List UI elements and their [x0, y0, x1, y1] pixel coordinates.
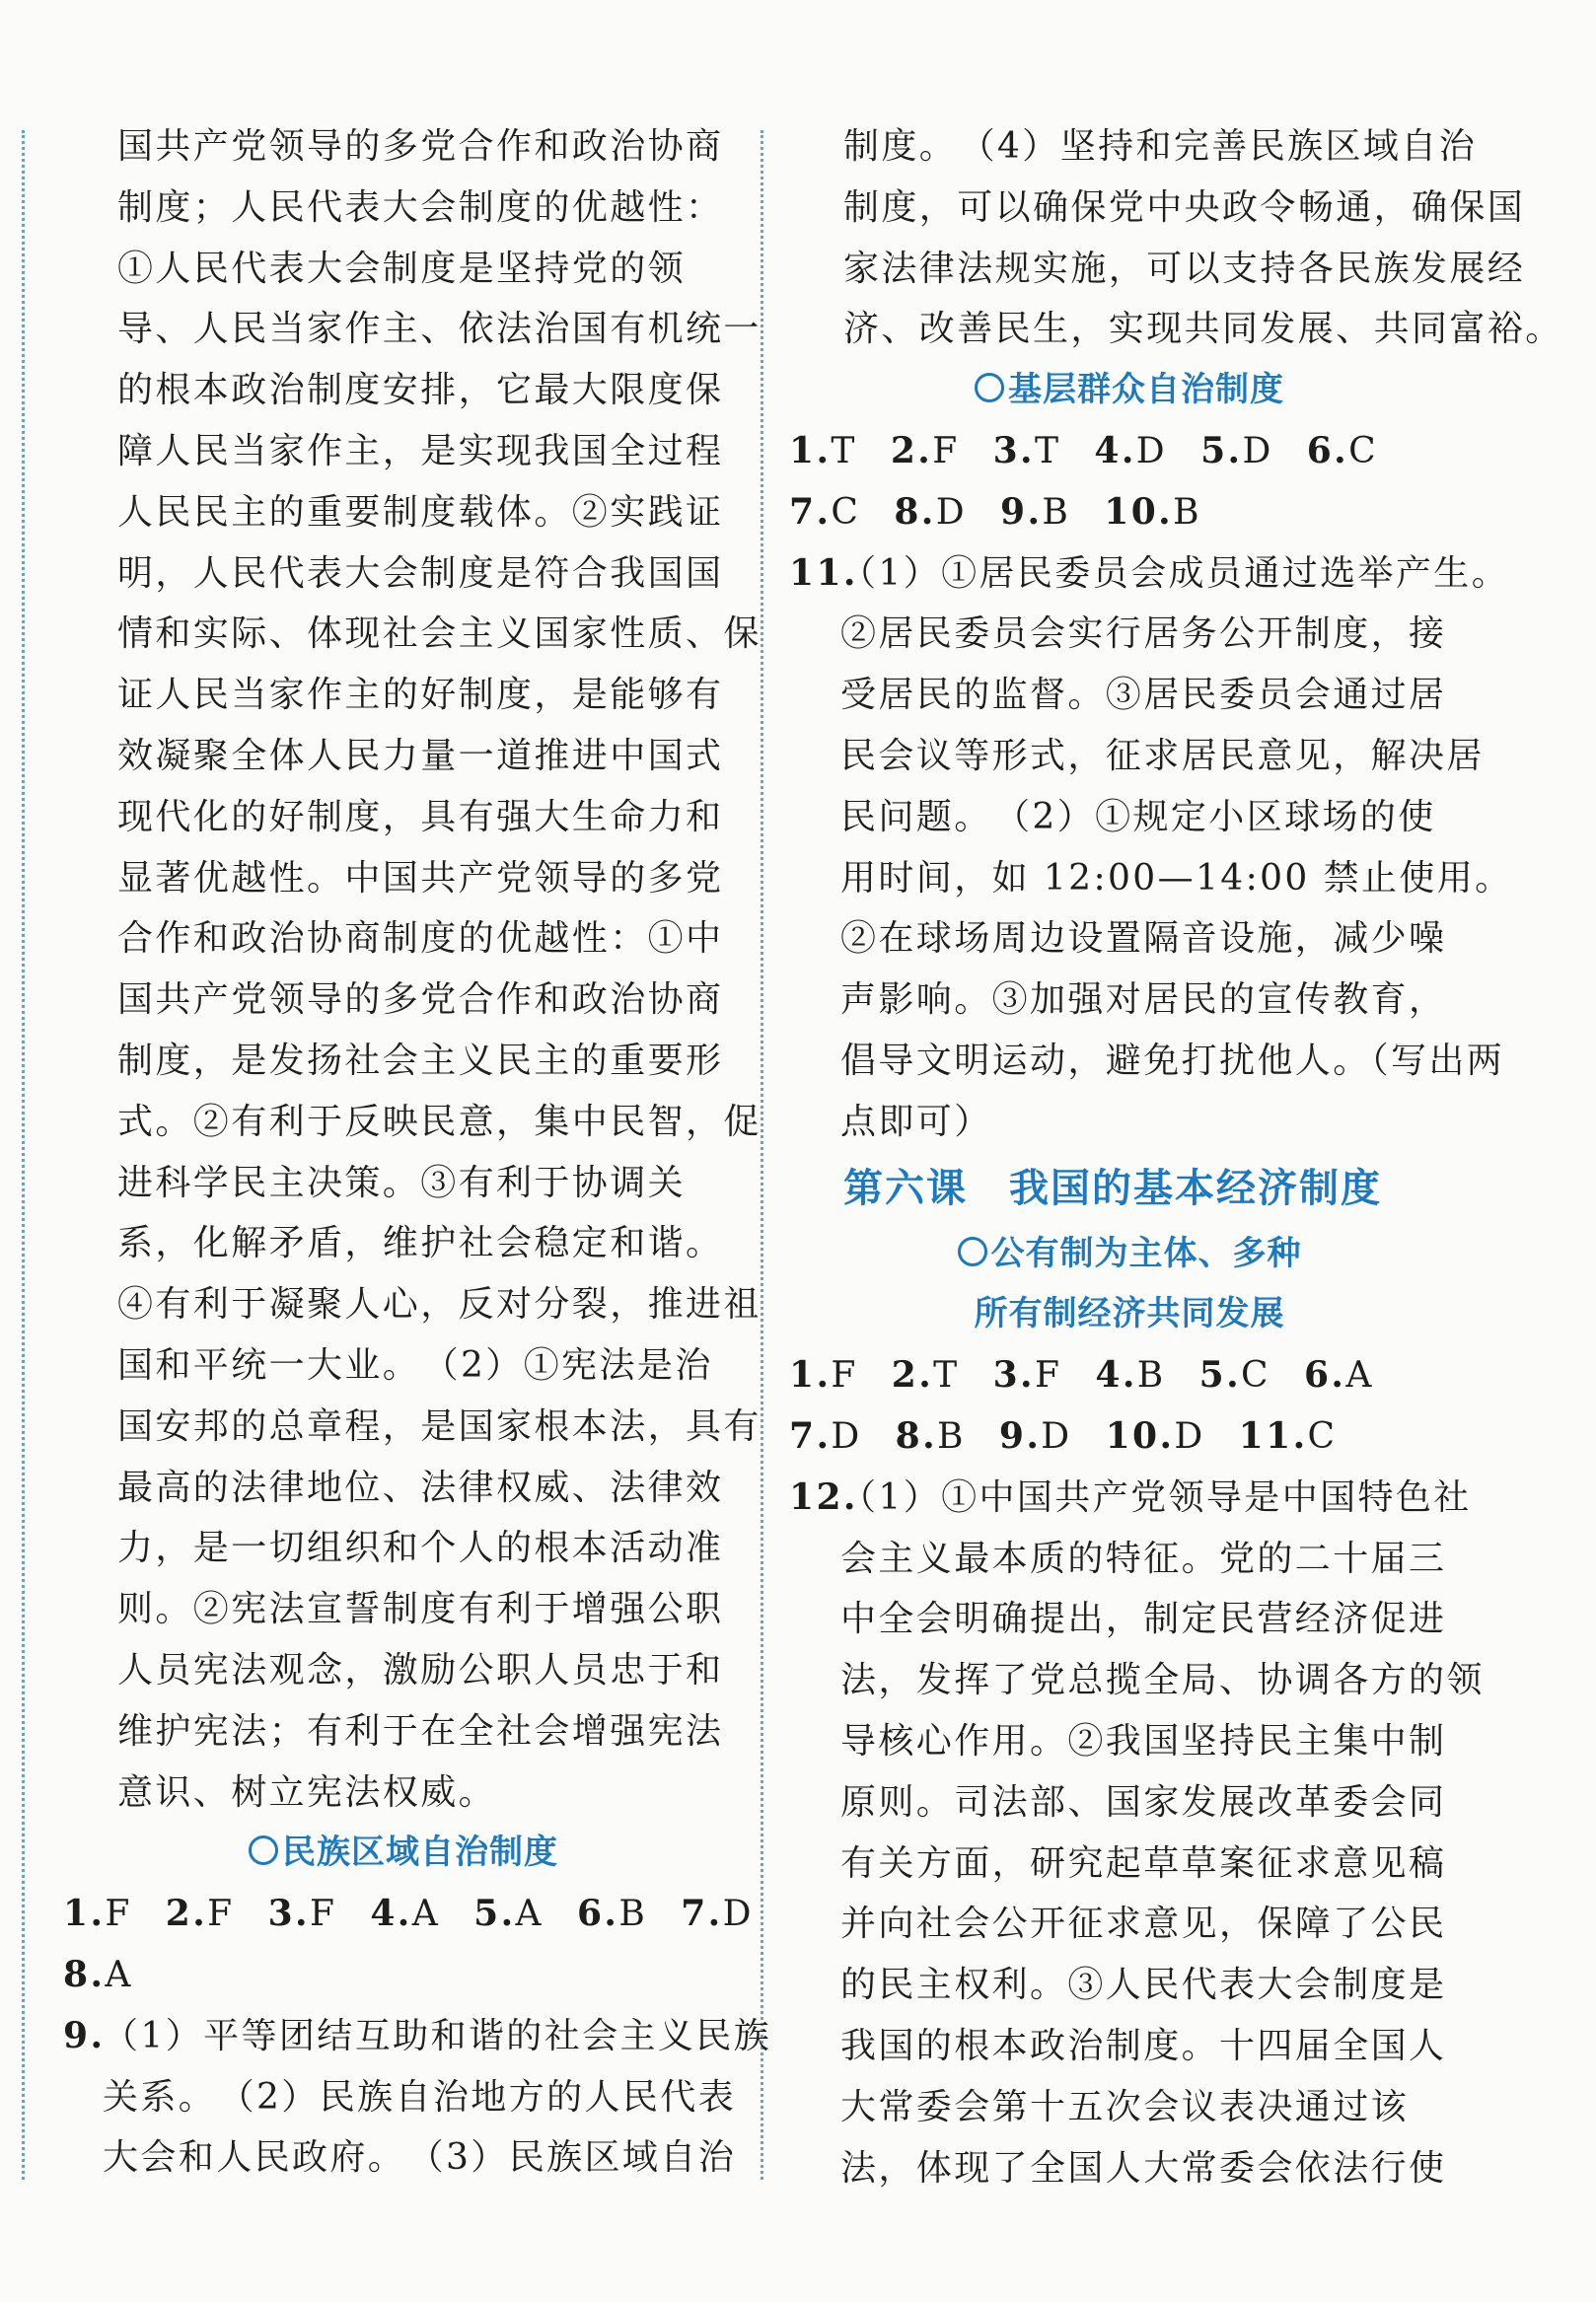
answer-number: 11. — [1238, 1414, 1308, 1457]
text-line: 国和平统一大业。 （2）①宪法是治 — [117, 1344, 713, 1386]
text-line: 现代化的好制度，具有强大生命力和 — [117, 796, 724, 837]
answer-value: T — [831, 430, 857, 471]
answer-number: 3. — [992, 1354, 1035, 1397]
answer-item — [892, 1345, 960, 1406]
text-line — [789, 1834, 1470, 1895]
answer-number: 7. — [681, 1893, 723, 1935]
question-number: 11. — [789, 551, 858, 594]
answer-value: F — [207, 1894, 235, 1935]
answer-value: T — [933, 1355, 960, 1397]
answer-item — [268, 1884, 337, 1945]
text-line: 系，化解矛盾，维护社会稳定和谐。 — [117, 1223, 724, 1264]
text-line: 人员宪法观念，激励公职人员忠于和 — [117, 1649, 724, 1691]
text-line — [789, 1092, 1470, 1153]
answer-item — [993, 1345, 1062, 1406]
text-content: 中全会明确提出，制定民营经济促进 — [840, 1599, 1447, 1640]
answer-item — [681, 1884, 754, 1945]
answer-item — [789, 1345, 858, 1406]
answer-number: 4. — [1094, 429, 1136, 471]
text-line: 情和实际、体现社会主义国家性质、保 — [117, 613, 762, 655]
text-line: 最高的法律地位、法律权威、法律效 — [117, 1467, 724, 1508]
section-heading-ethnic-autonomy: 民族区域自治制度 — [63, 1823, 744, 1884]
answer-row — [789, 1345, 1470, 1406]
text-line: 制度，可以确保党中央政令畅通，确保国 — [843, 186, 1526, 228]
text-line: 力，是一切组织和个人的根本活动准 — [117, 1528, 724, 1569]
text-content: 关系。 （2）民族自治地方的人民代表 — [103, 2076, 737, 2118]
answer-number: 10. — [1105, 1414, 1175, 1457]
answer-number: 8. — [63, 1953, 106, 1995]
answer-value: F — [831, 1355, 858, 1397]
answer-value: D — [935, 491, 967, 533]
text-content: 民问题。 （2）①规定小区球场的使 — [840, 796, 1436, 837]
text-line — [789, 1589, 1470, 1650]
answer-value: A — [515, 1894, 544, 1935]
text-line: 效凝聚全体人民力量一道推进中国式 — [117, 735, 724, 776]
answer-number: 6. — [1306, 429, 1349, 471]
answer-number: 1. — [789, 1354, 832, 1397]
answer-item — [789, 421, 857, 482]
answer-value: A — [105, 1954, 133, 1995]
answer-value: T — [1034, 430, 1061, 471]
question-12-answer — [789, 1468, 1485, 2199]
text-content: 法，体现了全国人大常委会依法行使 — [840, 2147, 1447, 2189]
text-line: 制度，是发扬社会主义民主的重要形 — [117, 1040, 724, 1081]
text-content: 的民主权利。③人民代表大会制度是 — [840, 1965, 1447, 2006]
text-content: 点即可） — [840, 1101, 992, 1142]
answer-item — [999, 1406, 1072, 1468]
answer-number: 4. — [370, 1893, 412, 1935]
text-line: 的根本政治制度安排，它最大限度保 — [117, 370, 724, 411]
text-line: 导、人民当家作主、依法治国有机统一 — [117, 309, 762, 350]
text-line: 进科学民主决策。③有利于协调关 — [117, 1162, 687, 1203]
answer-item — [1200, 421, 1273, 482]
answer-item — [63, 1945, 133, 2006]
text-line: 证人民当家作主的好制度，是能够有 — [117, 675, 724, 716]
answer-value: D — [1242, 430, 1273, 471]
section-heading-ownership-line2: 所有制经济共同发展 — [974, 1294, 1285, 1334]
text-line — [789, 2077, 1470, 2138]
question-9-answer — [63, 2006, 772, 2189]
answer-value: A — [1345, 1355, 1374, 1397]
answer-value: C — [1307, 1415, 1338, 1457]
text-line — [789, 1468, 1470, 1529]
answer-item — [166, 1884, 235, 1945]
text-content: 原则。司法部、国家发展改革委会同 — [840, 1781, 1447, 1823]
text-content: ②在球场周边设置隔音设施，减少噪 — [840, 918, 1447, 960]
text-line — [789, 543, 1510, 605]
text-line — [789, 1955, 1470, 2016]
answer-number: 2. — [890, 429, 933, 471]
text-line: 制度。 （4）坚持和完善民族区域自治 — [843, 126, 1478, 167]
answer-item — [1199, 1345, 1270, 1406]
answer-item — [1106, 1406, 1205, 1468]
text-line — [789, 726, 1485, 787]
answer-number: 9. — [998, 1414, 1042, 1457]
text-line — [789, 1529, 1470, 1590]
text-line: 意识、树立宪法权威。 — [117, 1771, 497, 1813]
text-line: 式。②有利于反映民意，集中民智，促 — [117, 1101, 762, 1142]
answer-number: 9. — [1000, 490, 1043, 533]
text-line — [63, 2067, 744, 2128]
answer-value: C — [1241, 1355, 1270, 1397]
answer-number: 5. — [1198, 1354, 1242, 1397]
text-content: 导核心作用。②我国坚持民主集中制 — [840, 1720, 1447, 1762]
text-line: 制度；人民代表大会制度的优越性： — [117, 186, 724, 228]
answer-number: 4. — [1095, 1354, 1137, 1397]
answer-item — [993, 421, 1061, 482]
answer-item — [370, 1884, 440, 1945]
left-column — [63, 116, 772, 2189]
answer-value: F — [932, 430, 960, 471]
text-content: 我国的根本政治制度。十四届全国人 — [840, 2025, 1447, 2066]
circle-icon — [975, 373, 1004, 402]
answer-value: F — [105, 1894, 132, 1935]
answer-value: F — [1034, 1355, 1062, 1397]
answer-item — [473, 1884, 544, 1945]
answer-row — [789, 1406, 1470, 1468]
text-line: 维护宪法；有利于在全社会增强宪法 — [117, 1710, 724, 1752]
text-line: 障人民当家作主，是实现我国全过程 — [117, 430, 724, 471]
circle-icon — [958, 1237, 987, 1266]
answer-item — [1304, 1345, 1374, 1406]
answer-value: B — [1136, 1355, 1166, 1397]
answer-number: 6. — [576, 1893, 619, 1935]
answer-item — [896, 1406, 966, 1468]
answer-item — [1307, 421, 1378, 482]
text-line — [789, 1650, 1485, 1711]
text-content: （1）①中国共产党领导是中国特色社 — [840, 1476, 1472, 1518]
answer-item — [1094, 421, 1167, 482]
text-line: 合作和政治协商制度的优越性：①中 — [117, 918, 724, 960]
answer-number: 5. — [1200, 429, 1243, 471]
answer-value: C — [1348, 430, 1379, 471]
text-line: 家法律法规实施，可以支持各民族发展经 — [843, 248, 1526, 289]
text-line — [63, 2006, 772, 2067]
answer-number: 1. — [789, 429, 832, 471]
answer-item — [1095, 1345, 1165, 1406]
lesson-title: 第六课 我国的基本经济制度 — [843, 1165, 1382, 1211]
answer-value: C — [831, 491, 861, 533]
answer-number: 10. — [1104, 490, 1174, 533]
text-content: （1）①居民委员会成员通过选举产生。 — [840, 552, 1510, 594]
text-line — [789, 1894, 1470, 1955]
answer-value: B — [937, 1415, 966, 1457]
text-line: 明，人民代表大会制度是符合我国国 — [117, 552, 724, 594]
text-content: 并向社会公开征求意见，保障了公民 — [840, 1904, 1447, 1945]
answer-number: 3. — [267, 1893, 310, 1935]
answer-number: 8. — [894, 490, 936, 533]
text-line — [789, 2138, 1470, 2199]
text-line: 国共产党领导的多党合作和政治协商 — [117, 126, 724, 167]
answer-number: 8. — [895, 1414, 938, 1457]
text-line — [789, 1711, 1470, 1772]
answer-row — [789, 421, 1470, 482]
text-line — [789, 908, 1470, 970]
answer-item — [1239, 1406, 1338, 1468]
text-content: 大会和人民政府。 （3）民族区域自治 — [103, 2137, 737, 2179]
answer-value: B — [1042, 491, 1071, 533]
text-content: ②居民委员会实行居务公开制度，接 — [840, 613, 1447, 655]
answer-row — [63, 1884, 754, 1945]
text-content: 会主义最本质的特征。党的二十届三 — [840, 1538, 1447, 1579]
answer-item — [894, 482, 967, 543]
text-line — [789, 787, 1470, 848]
right-top-paragraph — [789, 116, 1563, 360]
answer-item — [63, 1884, 132, 1945]
answer-number: 7. — [789, 490, 832, 533]
text-line — [789, 1031, 1505, 1092]
answer-value: D — [831, 1415, 862, 1457]
answer-item — [577, 1884, 647, 1945]
answer-value: D — [722, 1894, 754, 1935]
text-line — [63, 2127, 744, 2189]
question-number: 9. — [63, 2014, 106, 2056]
text-line — [789, 604, 1470, 665]
answer-number: 7. — [789, 1414, 832, 1457]
text-line: 济、改善民生，实现共同发展、共同富裕。 — [843, 309, 1563, 350]
text-line — [789, 848, 1513, 909]
text-content: 大常委会第十五次会议表决通过该 — [840, 2086, 1410, 2127]
right-column — [789, 116, 1563, 2198]
answer-value: A — [411, 1894, 441, 1935]
left-paragraph — [63, 116, 762, 1823]
question-number: 12. — [789, 1475, 858, 1518]
answer-number: 6. — [1303, 1354, 1346, 1397]
answer-item — [1104, 482, 1201, 543]
answer-value: D — [1174, 1415, 1205, 1457]
section-heading-ownership-line1: 公有制为主体、多种 — [789, 1224, 1470, 1285]
question-11-answer — [789, 543, 1513, 1153]
answer-value: B — [618, 1894, 648, 1935]
answer-value: D — [1135, 430, 1168, 471]
text-line: 则。②宪法宣誓制度有利于增强公职 — [117, 1589, 724, 1630]
text-line — [789, 665, 1470, 726]
answer-value: D — [1041, 1415, 1072, 1457]
text-line — [789, 2016, 1470, 2077]
answer-row — [63, 1945, 744, 2006]
answer-number: 2. — [165, 1893, 208, 1935]
answer-row — [789, 482, 1470, 543]
left-margin-dotted-line — [22, 130, 25, 2180]
answer-item — [789, 482, 860, 543]
answer-item — [1000, 482, 1070, 543]
answer-item — [891, 421, 960, 482]
text-content: 民会议等形式，征求居民意见，解决居 — [840, 735, 1485, 776]
text-content: 用时间，如 12:00—14:00 禁止使用。 — [840, 857, 1513, 899]
text-line: ①人民代表大会制度是坚持党的领 — [117, 248, 687, 289]
text-line: 显著优越性。中国共产党领导的多党 — [117, 857, 724, 899]
answer-number: 1. — [63, 1893, 106, 1935]
text-line: 国安邦的总章程，是国家根本法，具有 — [117, 1405, 762, 1447]
text-content: 法，发挥了党总揽全局、协调各方的领 — [840, 1660, 1485, 1701]
answer-value: B — [1173, 491, 1201, 533]
text-content: 有关方面，研究起草草案征求意见稿 — [840, 1842, 1447, 1884]
text-line — [789, 970, 1470, 1031]
text-line: 国共产党领导的多党合作和政治协商 — [117, 979, 724, 1021]
text-content: 倡导文明运动，避免打扰他人。（写出两 — [840, 1040, 1505, 1081]
answer-number: 5. — [473, 1893, 516, 1935]
column-divider-dotted-line — [761, 130, 763, 2180]
circle-icon — [249, 1835, 278, 1865]
section-heading-grassroots-autonomy: 基层群众自治制度 — [789, 360, 1470, 421]
answer-item — [789, 1406, 862, 1468]
text-content: 受居民的监督。③居民委员会通过居 — [840, 675, 1447, 716]
text-line — [789, 1772, 1470, 1834]
answer-number: 3. — [992, 429, 1035, 471]
text-line: ④有利于凝聚人心，反对分裂，推进祖 — [117, 1284, 762, 1326]
text-content: 声影响。③加强对居民的宣传教育， — [840, 979, 1447, 1021]
answer-number: 2. — [891, 1354, 934, 1397]
text-content: （1）平等团结互助和谐的社会主义民族 — [103, 2015, 772, 2056]
answer-value: F — [309, 1894, 337, 1935]
text-line: 人民民主的重要制度载体。②实践证 — [117, 491, 724, 533]
